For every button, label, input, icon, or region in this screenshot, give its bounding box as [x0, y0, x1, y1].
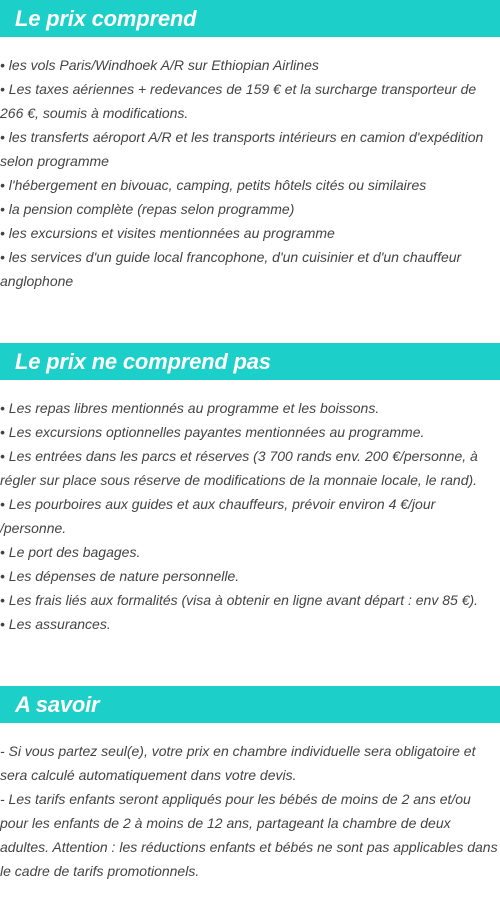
list-item: • Les frais liés aux formalités (visa à obtenir en ligne avant départ : env 85 €). [0, 592, 479, 608]
list-item: • les vols Paris/Windhoek A/R sur Ethiopian Airlines [0, 57, 319, 73]
section-title: Le prix comprend [15, 6, 197, 31]
list-item: • Les excursions optionnelles payantes mentionnées au programme. [0, 424, 425, 440]
section-good-to-know [0, 686, 500, 883]
list-item: • Le port des bagages. [0, 544, 141, 560]
list-item: - Les tarifs enfants seront appliqués pour les bébés de moins de 2 ans et/ou pour les enfants de 2 à moins de 12 ans, partageant la chambre de deux adultes. Attention : les réductions enfants et bébés ne sont pas applicables dans le cadre de tarifs promotionnels. [0, 791, 498, 879]
section-list [0, 53, 500, 293]
section-list [0, 396, 500, 636]
list-item: • Les taxes aériennes + redevances de 159 € et la surcharge transporteur de 266 €, soumis à modifications. [0, 81, 477, 121]
list-item: • l'hébergement en bivouac, camping, petits hôtels cités ou similaires [0, 177, 427, 193]
section-header-band [0, 0, 500, 37]
list-item: • les excursions et visites mentionnées au programme [0, 225, 335, 241]
list-item: - Si vous partez seul(e), votre prix en chambre individuelle sera obligatoire et sera calculé automatiquement dans votre devis. [0, 743, 476, 783]
section-list [0, 739, 500, 883]
list-item: • Les dépenses de nature personnelle. [0, 568, 240, 584]
section-header-band [0, 686, 500, 723]
section-price-excludes [0, 343, 500, 636]
section-price-includes [0, 0, 500, 293]
list-item: • Les pourboires aux guides et aux chauffeurs, prévoir environ 4 €/jour /personne. [0, 496, 436, 536]
list-item: • Les assurances. [0, 616, 111, 632]
list-item: • les transferts aéroport A/R et les transports intérieurs en camion d'expédition selon programme [0, 129, 484, 169]
section-title: Le prix ne comprend pas [15, 349, 271, 374]
list-item: • Les entrées dans les parcs et réserves (3 700 rands env. 200 €/personne, à régler sur place sous réserve de modifications de la monnaie locale, le rand). [0, 448, 478, 488]
list-item: • Les repas libres mentionnés au programme et les boissons. [0, 400, 380, 416]
section-header-band [0, 343, 500, 380]
section-title: A savoir [15, 692, 100, 717]
list-item: • les services d'un guide local francophone, d'un cuisinier et d'un chauffeur anglophone [0, 249, 462, 289]
list-item: • la pension complète (repas selon programme) [0, 201, 295, 217]
